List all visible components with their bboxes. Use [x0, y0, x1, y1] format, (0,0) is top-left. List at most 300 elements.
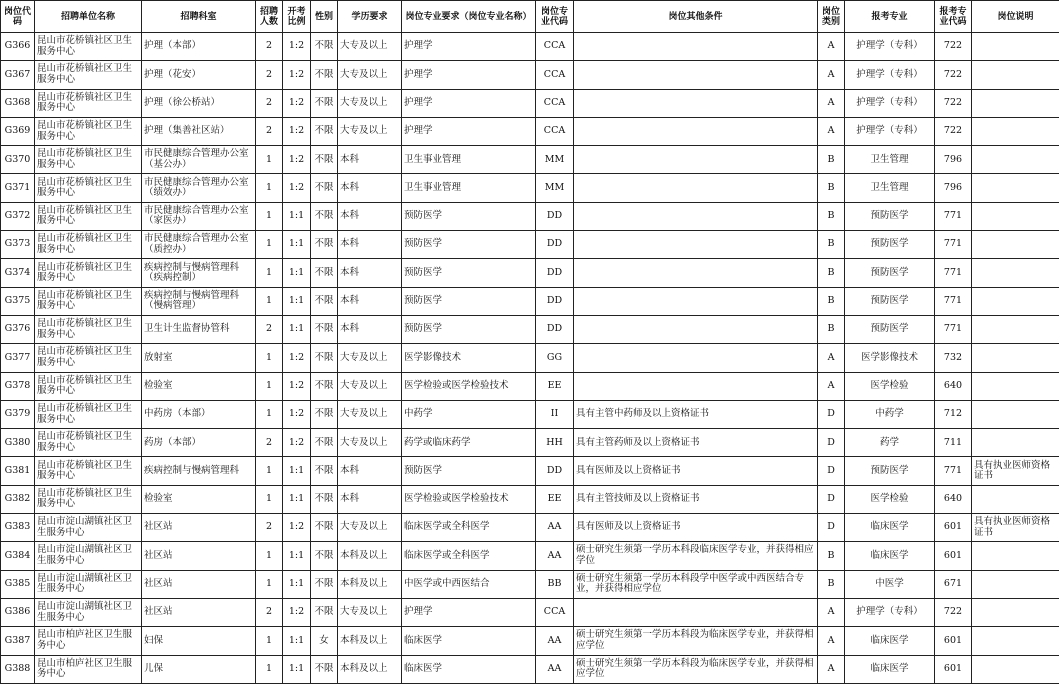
- cell-other: 具有医师及以上资格证书: [574, 457, 818, 485]
- table-row: [1, 655, 1059, 683]
- header-major: 岗位专业要求（岗位专业名称）: [402, 1, 536, 33]
- cell-gender: 女: [311, 627, 338, 655]
- cell-dept: 社区站: [142, 542, 256, 570]
- cell-dept: 护理（集善社区站）: [142, 117, 256, 145]
- cell-dept: 市民健康综合管理办公室（质控办）: [142, 231, 256, 259]
- cell-other: [574, 89, 818, 117]
- cell-education: 大专及以上: [338, 514, 402, 542]
- cell-gender: 不限: [311, 400, 338, 428]
- cell-count: 1: [256, 457, 283, 485]
- header-note: 岗位说明: [972, 1, 1059, 33]
- cell-exam-major: 药学: [845, 429, 935, 457]
- cell-note: [972, 146, 1059, 174]
- cell-note: [972, 287, 1059, 315]
- cell-note: [972, 61, 1059, 89]
- cell-other: [574, 315, 818, 343]
- cell-major: 临床医学: [402, 655, 536, 683]
- cell-major: 药学或临床药学: [402, 429, 536, 457]
- cell-education: 本科: [338, 231, 402, 259]
- cell-post-code: G382: [1, 485, 35, 513]
- cell-exam-code: 640: [935, 372, 972, 400]
- cell-gender: 不限: [311, 344, 338, 372]
- table-row: [1, 372, 1059, 400]
- cell-post-code: G380: [1, 429, 35, 457]
- cell-category: A: [818, 372, 845, 400]
- table-row: [1, 315, 1059, 343]
- cell-exam-major: 卫生管理: [845, 174, 935, 202]
- cell-major: 预防医学: [402, 202, 536, 230]
- cell-unit-name: 昆山市花桥镇社区卫生服务中心: [35, 400, 142, 428]
- cell-major-code: CCA: [536, 61, 574, 89]
- cell-count: 1: [256, 344, 283, 372]
- cell-category: A: [818, 89, 845, 117]
- cell-dept: 市民健康综合管理办公室（基公办）: [142, 146, 256, 174]
- table-row: [1, 598, 1059, 626]
- cell-note: [972, 231, 1059, 259]
- cell-other: 硕士研究生须第一学历本科段为临床医学专业，并获得相应学位: [574, 655, 818, 683]
- table-row: [1, 627, 1059, 655]
- cell-category: D: [818, 400, 845, 428]
- cell-major-code: GG: [536, 344, 574, 372]
- cell-major-code: DD: [536, 259, 574, 287]
- cell-major: 卫生事业管理: [402, 174, 536, 202]
- cell-major: 护理学: [402, 117, 536, 145]
- cell-dept: 社区站: [142, 514, 256, 542]
- cell-dept: 疾病控制与慢病管理科: [142, 457, 256, 485]
- cell-count: 1: [256, 627, 283, 655]
- cell-exam-code: 732: [935, 344, 972, 372]
- cell-ratio: 1:1: [283, 485, 311, 513]
- cell-exam-major: 护理学（专科）: [845, 61, 935, 89]
- cell-dept: 市民健康综合管理办公室（家医办）: [142, 202, 256, 230]
- cell-ratio: 1:1: [283, 231, 311, 259]
- cell-exam-code: 601: [935, 514, 972, 542]
- cell-count: 1: [256, 485, 283, 513]
- cell-unit-name: 昆山市花桥镇社区卫生服务中心: [35, 287, 142, 315]
- cell-major-code: CCA: [536, 117, 574, 145]
- cell-major-code: DD: [536, 315, 574, 343]
- cell-exam-code: 771: [935, 202, 972, 230]
- cell-exam-code: 771: [935, 231, 972, 259]
- cell-other: 硕士研究生须第一学历本科段学中医学或中西医结合专业，并获得相应学位: [574, 570, 818, 598]
- table-row: [1, 33, 1059, 61]
- cell-ratio: 1:2: [283, 33, 311, 61]
- cell-exam-major: 护理学（专科）: [845, 89, 935, 117]
- cell-dept: 护理（花安）: [142, 61, 256, 89]
- cell-category: B: [818, 146, 845, 174]
- cell-category: D: [818, 457, 845, 485]
- cell-exam-major: 预防医学: [845, 287, 935, 315]
- header-dept: 招聘科室: [142, 1, 256, 33]
- cell-education: 大专及以上: [338, 61, 402, 89]
- cell-major-code: II: [536, 400, 574, 428]
- cell-category: B: [818, 315, 845, 343]
- cell-major: 预防医学: [402, 315, 536, 343]
- cell-gender: 不限: [311, 202, 338, 230]
- cell-ratio: 1:2: [283, 344, 311, 372]
- cell-gender: 不限: [311, 231, 338, 259]
- cell-dept: 社区站: [142, 570, 256, 598]
- cell-category: B: [818, 259, 845, 287]
- cell-education: 大专及以上: [338, 598, 402, 626]
- cell-major: 医学检验或医学检验技术: [402, 372, 536, 400]
- cell-count: 1: [256, 372, 283, 400]
- cell-ratio: 1:1: [283, 287, 311, 315]
- cell-unit-name: 昆山市淀山湖镇社区卫生服务中心: [35, 514, 142, 542]
- cell-major: 预防医学: [402, 231, 536, 259]
- cell-count: 1: [256, 231, 283, 259]
- cell-other: [574, 344, 818, 372]
- cell-gender: 不限: [311, 174, 338, 202]
- cell-ratio: 1:1: [283, 259, 311, 287]
- cell-note: 具有执业医师资格证书: [972, 457, 1059, 485]
- cell-education: 大专及以上: [338, 117, 402, 145]
- cell-exam-code: 771: [935, 457, 972, 485]
- cell-exam-major: 临床医学: [845, 514, 935, 542]
- cell-major-code: DD: [536, 202, 574, 230]
- table-row: [1, 259, 1059, 287]
- cell-major: 预防医学: [402, 457, 536, 485]
- cell-other: 具有医师及以上资格证书: [574, 514, 818, 542]
- cell-exam-code: 712: [935, 400, 972, 428]
- cell-category: A: [818, 627, 845, 655]
- table-row: [1, 231, 1059, 259]
- cell-major-code: HH: [536, 429, 574, 457]
- cell-note: [972, 400, 1059, 428]
- cell-major: 临床医学或全科医学: [402, 542, 536, 570]
- cell-education: 本科: [338, 315, 402, 343]
- header-education: 学历要求: [338, 1, 402, 33]
- header-other: 岗位其他条件: [574, 1, 818, 33]
- cell-category: A: [818, 117, 845, 145]
- cell-dept: 放射室: [142, 344, 256, 372]
- cell-gender: 不限: [311, 485, 338, 513]
- table-row: [1, 542, 1059, 570]
- cell-gender: 不限: [311, 89, 338, 117]
- header-gender: 性别: [311, 1, 338, 33]
- cell-dept: 护理（徐公桥站）: [142, 89, 256, 117]
- cell-note: [972, 429, 1059, 457]
- cell-gender: 不限: [311, 429, 338, 457]
- cell-exam-code: 711: [935, 429, 972, 457]
- cell-major-code: BB: [536, 570, 574, 598]
- cell-unit-name: 昆山市花桥镇社区卫生服务中心: [35, 485, 142, 513]
- cell-category: B: [818, 542, 845, 570]
- cell-unit-name: 昆山市淀山湖镇社区卫生服务中心: [35, 542, 142, 570]
- cell-count: 1: [256, 146, 283, 174]
- header-category: 岗位类别: [818, 1, 845, 33]
- cell-post-code: G368: [1, 89, 35, 117]
- cell-major: 预防医学: [402, 259, 536, 287]
- cell-note: [972, 542, 1059, 570]
- cell-category: B: [818, 174, 845, 202]
- cell-education: 大专及以上: [338, 344, 402, 372]
- cell-count: 2: [256, 117, 283, 145]
- cell-education: 本科: [338, 485, 402, 513]
- cell-other: 硕士研究生须第一学历本科段为临床医学专业，并获得相应学位: [574, 627, 818, 655]
- cell-ratio: 1:2: [283, 117, 311, 145]
- cell-major: 临床医学: [402, 627, 536, 655]
- cell-dept: 检验室: [142, 372, 256, 400]
- cell-major: 护理学: [402, 598, 536, 626]
- cell-unit-name: 昆山市花桥镇社区卫生服务中心: [35, 259, 142, 287]
- cell-other: 具有主管药师及以上资格证书: [574, 429, 818, 457]
- cell-gender: 不限: [311, 315, 338, 343]
- cell-exam-major: 医学影像技术: [845, 344, 935, 372]
- cell-other: [574, 259, 818, 287]
- cell-major: 中医学或中西医结合: [402, 570, 536, 598]
- cell-post-code: G369: [1, 117, 35, 145]
- cell-other: [574, 372, 818, 400]
- cell-other: [574, 33, 818, 61]
- cell-exam-code: 771: [935, 315, 972, 343]
- cell-post-code: G375: [1, 287, 35, 315]
- cell-note: [972, 315, 1059, 343]
- cell-education: 本科及以上: [338, 542, 402, 570]
- cell-unit-name: 昆山市淀山湖镇社区卫生服务中心: [35, 570, 142, 598]
- cell-gender: 不限: [311, 542, 338, 570]
- cell-dept: 妇保: [142, 627, 256, 655]
- cell-note: [972, 655, 1059, 683]
- cell-unit-name: 昆山市花桥镇社区卫生服务中心: [35, 231, 142, 259]
- cell-post-code: G386: [1, 598, 35, 626]
- table-row: [1, 400, 1059, 428]
- cell-major: 护理学: [402, 61, 536, 89]
- cell-count: 2: [256, 61, 283, 89]
- cell-count: 1: [256, 542, 283, 570]
- cell-exam-code: 722: [935, 117, 972, 145]
- cell-unit-name: 昆山市花桥镇社区卫生服务中心: [35, 33, 142, 61]
- cell-other: [574, 61, 818, 89]
- cell-post-code: G379: [1, 400, 35, 428]
- cell-other: [574, 174, 818, 202]
- cell-exam-major: 预防医学: [845, 202, 935, 230]
- cell-post-code: G381: [1, 457, 35, 485]
- cell-major-code: DD: [536, 231, 574, 259]
- cell-gender: 不限: [311, 33, 338, 61]
- cell-ratio: 1:2: [283, 372, 311, 400]
- cell-note: [972, 89, 1059, 117]
- cell-category: B: [818, 202, 845, 230]
- cell-unit-name: 昆山市花桥镇社区卫生服务中心: [35, 372, 142, 400]
- cell-post-code: G377: [1, 344, 35, 372]
- header-exam-code: 报考专业代码: [935, 1, 972, 33]
- cell-post-code: G373: [1, 231, 35, 259]
- cell-education: 本科: [338, 146, 402, 174]
- table-row: [1, 344, 1059, 372]
- cell-post-code: G388: [1, 655, 35, 683]
- cell-unit-name: 昆山市花桥镇社区卫生服务中心: [35, 202, 142, 230]
- cell-exam-major: 临床医学: [845, 627, 935, 655]
- cell-exam-code: 796: [935, 146, 972, 174]
- cell-major: 预防医学: [402, 287, 536, 315]
- cell-major-code: EE: [536, 372, 574, 400]
- cell-major-code: CCA: [536, 89, 574, 117]
- cell-major-code: AA: [536, 514, 574, 542]
- cell-count: 1: [256, 655, 283, 683]
- cell-unit-name: 昆山市花桥镇社区卫生服务中心: [35, 174, 142, 202]
- cell-major-code: AA: [536, 655, 574, 683]
- cell-ratio: 1:1: [283, 570, 311, 598]
- cell-ratio: 1:2: [283, 61, 311, 89]
- cell-count: 1: [256, 259, 283, 287]
- cell-exam-code: 796: [935, 174, 972, 202]
- cell-count: 2: [256, 315, 283, 343]
- cell-unit-name: 昆山市花桥镇社区卫生服务中心: [35, 315, 142, 343]
- cell-education: 本科及以上: [338, 570, 402, 598]
- table-row: [1, 570, 1059, 598]
- cell-other: 硕士研究生须第一学历本科段临床医学专业，并获得相应学位: [574, 542, 818, 570]
- cell-note: [972, 485, 1059, 513]
- cell-gender: 不限: [311, 570, 338, 598]
- header-count: 招聘人数: [256, 1, 283, 33]
- cell-count: 1: [256, 287, 283, 315]
- cell-count: 2: [256, 33, 283, 61]
- cell-exam-code: 771: [935, 287, 972, 315]
- cell-education: 本科: [338, 287, 402, 315]
- cell-exam-major: 护理学（专科）: [845, 598, 935, 626]
- cell-major: 卫生事业管理: [402, 146, 536, 174]
- cell-category: B: [818, 570, 845, 598]
- cell-major-code: MM: [536, 174, 574, 202]
- cell-unit-name: 昆山市花桥镇社区卫生服务中心: [35, 89, 142, 117]
- cell-education: 本科及以上: [338, 655, 402, 683]
- cell-count: 1: [256, 202, 283, 230]
- cell-ratio: 1:2: [283, 514, 311, 542]
- cell-exam-major: 预防医学: [845, 259, 935, 287]
- cell-unit-name: 昆山市柏庐社区卫生服务中心: [35, 627, 142, 655]
- cell-major: 中药学: [402, 400, 536, 428]
- cell-dept: 疾病控制与慢病管理科（疾病控制）: [142, 259, 256, 287]
- cell-exam-code: 722: [935, 61, 972, 89]
- cell-post-code: G372: [1, 202, 35, 230]
- cell-dept: 检验室: [142, 485, 256, 513]
- cell-ratio: 1:1: [283, 655, 311, 683]
- cell-note: [972, 259, 1059, 287]
- cell-major-code: DD: [536, 287, 574, 315]
- cell-education: 大专及以上: [338, 372, 402, 400]
- cell-gender: 不限: [311, 117, 338, 145]
- cell-dept: 卫生计生监督协管科: [142, 315, 256, 343]
- cell-education: 本科: [338, 259, 402, 287]
- cell-count: 1: [256, 570, 283, 598]
- table-row: [1, 457, 1059, 485]
- cell-unit-name: 昆山市柏庐社区卫生服务中心: [35, 655, 142, 683]
- cell-category: A: [818, 344, 845, 372]
- cell-post-code: G376: [1, 315, 35, 343]
- cell-exam-code: 601: [935, 655, 972, 683]
- cell-education: 大专及以上: [338, 33, 402, 61]
- cell-note: 具有执业医师资格证书: [972, 514, 1059, 542]
- cell-count: 1: [256, 400, 283, 428]
- table-row: [1, 429, 1059, 457]
- cell-gender: 不限: [311, 146, 338, 174]
- cell-ratio: 1:2: [283, 174, 311, 202]
- table-body: [1, 33, 1059, 684]
- cell-ratio: 1:2: [283, 146, 311, 174]
- cell-unit-name: 昆山市花桥镇社区卫生服务中心: [35, 146, 142, 174]
- cell-gender: 不限: [311, 259, 338, 287]
- cell-gender: 不限: [311, 287, 338, 315]
- cell-count: 2: [256, 514, 283, 542]
- cell-dept: 市民健康综合管理办公室（绩效办）: [142, 174, 256, 202]
- cell-exam-code: 722: [935, 89, 972, 117]
- cell-gender: 不限: [311, 514, 338, 542]
- table-row: [1, 287, 1059, 315]
- cell-exam-code: 771: [935, 259, 972, 287]
- cell-exam-major: 预防医学: [845, 231, 935, 259]
- cell-education: 大专及以上: [338, 400, 402, 428]
- cell-post-code: G387: [1, 627, 35, 655]
- cell-exam-major: 中药学: [845, 400, 935, 428]
- cell-exam-major: 预防医学: [845, 457, 935, 485]
- cell-education: 本科: [338, 174, 402, 202]
- cell-note: [972, 570, 1059, 598]
- cell-exam-code: 601: [935, 542, 972, 570]
- header-major-code: 岗位专业代码: [536, 1, 574, 33]
- cell-count: 2: [256, 89, 283, 117]
- cell-exam-major: 医学检验: [845, 372, 935, 400]
- cell-other: [574, 287, 818, 315]
- header-unit-name: 招聘单位名称: [35, 1, 142, 33]
- cell-gender: 不限: [311, 655, 338, 683]
- cell-category: A: [818, 598, 845, 626]
- cell-post-code: G378: [1, 372, 35, 400]
- cell-exam-code: 601: [935, 627, 972, 655]
- cell-note: [972, 372, 1059, 400]
- cell-major-code: AA: [536, 542, 574, 570]
- cell-note: [972, 344, 1059, 372]
- cell-exam-major: 预防医学: [845, 315, 935, 343]
- cell-category: D: [818, 485, 845, 513]
- cell-exam-major: 医学检验: [845, 485, 935, 513]
- cell-unit-name: 昆山市花桥镇社区卫生服务中心: [35, 344, 142, 372]
- cell-dept: 中药房（本部）: [142, 400, 256, 428]
- cell-other: [574, 117, 818, 145]
- cell-exam-code: 722: [935, 598, 972, 626]
- cell-gender: 不限: [311, 457, 338, 485]
- cell-exam-major: 临床医学: [845, 655, 935, 683]
- cell-unit-name: 昆山市花桥镇社区卫生服务中心: [35, 61, 142, 89]
- cell-note: [972, 33, 1059, 61]
- cell-unit-name: 昆山市花桥镇社区卫生服务中心: [35, 117, 142, 145]
- header-ratio: 开考比例: [283, 1, 311, 33]
- cell-education: 本科: [338, 457, 402, 485]
- cell-unit-name: 昆山市花桥镇社区卫生服务中心: [35, 457, 142, 485]
- cell-other: 具有主管技师及以上资格证书: [574, 485, 818, 513]
- cell-count: 1: [256, 174, 283, 202]
- cell-post-code: G384: [1, 542, 35, 570]
- cell-ratio: 1:1: [283, 627, 311, 655]
- header-exam-major: 报考专业: [845, 1, 935, 33]
- cell-other: [574, 598, 818, 626]
- cell-major-code: DD: [536, 457, 574, 485]
- cell-major-code: MM: [536, 146, 574, 174]
- cell-education: 大专及以上: [338, 429, 402, 457]
- cell-ratio: 1:1: [283, 202, 311, 230]
- cell-other: [574, 202, 818, 230]
- table-row: [1, 61, 1059, 89]
- cell-count: 2: [256, 598, 283, 626]
- cell-note: [972, 598, 1059, 626]
- cell-category: A: [818, 61, 845, 89]
- cell-category: B: [818, 231, 845, 259]
- cell-ratio: 1:2: [283, 598, 311, 626]
- cell-exam-major: 护理学（专科）: [845, 33, 935, 61]
- cell-education: 本科及以上: [338, 627, 402, 655]
- cell-exam-major: 中医学: [845, 570, 935, 598]
- cell-ratio: 1:2: [283, 89, 311, 117]
